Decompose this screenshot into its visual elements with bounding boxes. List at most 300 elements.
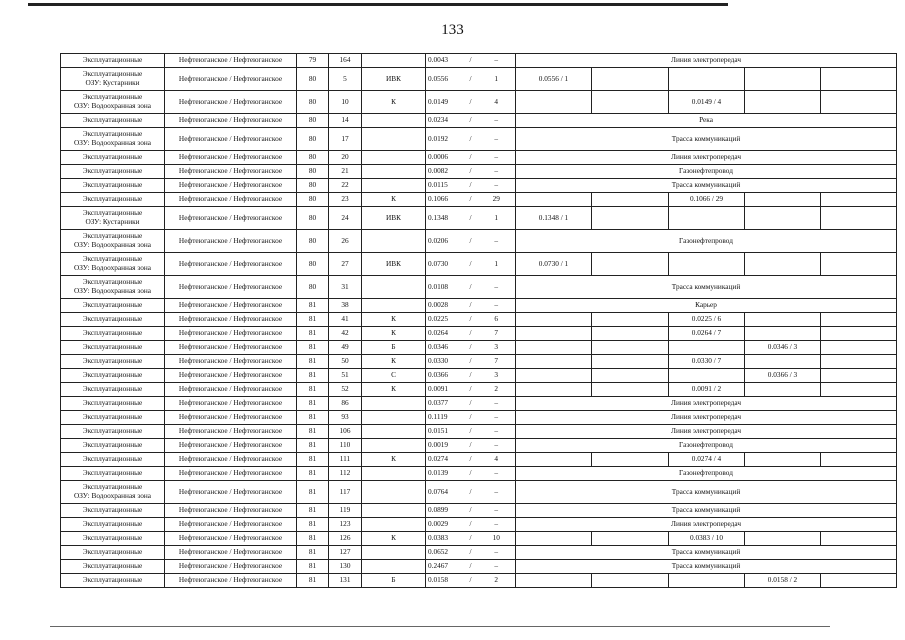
value-col-1 [516,369,592,383]
plot-number: 126 [329,532,362,546]
plot-code: Б [362,574,426,588]
plot-area: 0.0149 [426,91,464,114]
plot-code: К [362,193,426,207]
land-category: Эксплуатационные [82,208,143,218]
plot-count: – [478,230,516,253]
value-col-4 [745,91,821,114]
table-row [61,397,897,411]
plot-count: – [478,54,516,68]
land-category: Эксплуатационные [82,468,143,478]
land-category-cell [61,253,165,276]
block-number: 81 [297,518,329,532]
value-col-4 [745,327,821,341]
object-type: Линия электропередач [516,518,897,532]
plot-count: – [478,518,516,532]
plot-area: 0.0652 [426,546,464,560]
field-name: Нефтеюганское / Нефтеюганское [165,504,297,518]
value-col-5 [821,532,897,546]
land-category-cell [61,397,165,411]
table-row [61,165,897,179]
slash-separator: / [464,253,478,276]
block-number: 81 [297,313,329,327]
land-category: Эксплуатационные [82,314,143,324]
value-col-4 [745,453,821,467]
field-name: Нефтеюганское / Нефтеюганское [165,574,297,588]
plot-number: 31 [329,276,362,299]
value-col-4: 0.0346 / 3 [745,341,821,355]
plot-count: – [478,504,516,518]
land-category: Эксплуатационные [82,533,143,543]
value-col-5 [821,91,897,114]
plot-area: 0.0158 [426,574,464,588]
plot-number: 51 [329,369,362,383]
value-col-1 [516,193,592,207]
plot-number: 22 [329,179,362,193]
plot-code [362,481,426,504]
plot-code [362,165,426,179]
plot-number: 93 [329,411,362,425]
plot-count: – [478,546,516,560]
table-row [61,574,897,588]
plot-number: 10 [329,91,362,114]
field-name: Нефтеюганское / Нефтеюганское [165,425,297,439]
slash-separator: / [464,68,478,91]
value-col-3 [669,207,745,230]
land-category: Эксплуатационные [82,254,143,264]
land-category: Эксплуатационные [82,194,143,204]
special-zone: ОЗУ: Водоохранная зона [73,491,151,500]
plot-code [362,114,426,128]
slash-separator: / [464,532,478,546]
table-row [61,327,897,341]
plot-number: 127 [329,546,362,560]
slash-separator: / [464,425,478,439]
plot-code: Б [362,341,426,355]
plot-count: – [478,179,516,193]
value-col-5 [821,383,897,397]
field-name: Нефтеюганское / Нефтеюганское [165,68,297,91]
land-category-cell [61,560,165,574]
plot-number: 26 [329,230,362,253]
table-row [61,439,897,453]
plot-count: – [478,425,516,439]
table-row [61,151,897,165]
field-name: Нефтеюганское / Нефтеюганское [165,253,297,276]
field-name: Нефтеюганское / Нефтеюганское [165,114,297,128]
land-category-cell [61,114,165,128]
table-row [61,313,897,327]
field-name: Нефтеюганское / Нефтеюганское [165,179,297,193]
land-category-cell [61,481,165,504]
object-type: Трасса коммуникаций [516,481,897,504]
field-name: Нефтеюганское / Нефтеюганское [165,341,297,355]
plot-code [362,230,426,253]
value-col-1: 0.0556 / 1 [516,68,592,91]
value-col-3 [669,369,745,383]
slash-separator: / [464,453,478,467]
land-category-cell [61,383,165,397]
value-col-2 [592,91,669,114]
plot-code [362,128,426,151]
special-zone: ОЗУ: Водоохранная зона [73,263,151,272]
land-category: Эксплуатационные [82,482,143,492]
plot-code: К [362,313,426,327]
land-category-cell [61,91,165,114]
value-col-4 [745,207,821,230]
value-col-2 [592,327,669,341]
plot-area: 0.1348 [426,207,464,230]
table-row [61,341,897,355]
plot-code [362,560,426,574]
object-type: Трасса коммуникаций [516,179,897,193]
special-zone: ОЗУ: Водоохранная зона [73,101,151,110]
field-name: Нефтеюганское / Нефтеюганское [165,276,297,299]
plot-area: 0.0151 [426,425,464,439]
land-category: Эксплуатационные [82,561,143,571]
field-name: Нефтеюганское / Нефтеюганское [165,397,297,411]
value-col-1: 0.0730 / 1 [516,253,592,276]
block-number: 80 [297,151,329,165]
slash-separator: / [464,179,478,193]
plot-number: 17 [329,128,362,151]
land-category-cell [61,230,165,253]
plot-count: – [478,276,516,299]
plot-area: 0.0383 [426,532,464,546]
plot-number: 52 [329,383,362,397]
object-type: Трасса коммуникаций [516,128,897,151]
table-row [61,504,897,518]
land-category-cell [61,355,165,369]
field-name: Нефтеюганское / Нефтеюганское [165,151,297,165]
slash-separator: / [464,299,478,313]
plot-code [362,299,426,313]
land-category-cell [61,151,165,165]
block-number: 79 [297,54,329,68]
slash-separator: / [464,193,478,207]
table-row [61,179,897,193]
special-zone: ОЗУ: Водоохранная зона [73,138,151,147]
plot-count: – [478,128,516,151]
slash-separator: / [464,327,478,341]
value-col-5 [821,193,897,207]
table-row [61,383,897,397]
plot-number: 5 [329,68,362,91]
value-col-2 [592,383,669,397]
table-row [61,355,897,369]
land-category-cell [61,128,165,151]
field-name: Нефтеюганское / Нефтеюганское [165,439,297,453]
slash-separator: / [464,128,478,151]
land-category-cell [61,425,165,439]
value-col-4: 0.0366 / 3 [745,369,821,383]
field-name: Нефтеюганское / Нефтеюганское [165,369,297,383]
block-number: 81 [297,560,329,574]
object-type: Трасса коммуникаций [516,504,897,518]
plot-area: 0.0206 [426,230,464,253]
plot-code [362,411,426,425]
plot-code [362,439,426,453]
value-col-2 [592,193,669,207]
plot-area: 0.2467 [426,560,464,574]
plot-number: 110 [329,439,362,453]
block-number: 80 [297,253,329,276]
land-category-cell [61,411,165,425]
plot-area: 0.0377 [426,397,464,411]
table-row [61,299,897,313]
value-col-2 [592,313,669,327]
plot-number: 24 [329,207,362,230]
value-col-4 [745,313,821,327]
block-number: 81 [297,574,329,588]
object-type: Карьер [516,299,897,313]
value-col-3: 0.0274 / 4 [669,453,745,467]
value-col-3 [669,341,745,355]
land-category-cell [61,453,165,467]
block-number: 80 [297,114,329,128]
plot-count: 10 [478,532,516,546]
plot-count: 2 [478,574,516,588]
plot-count: 3 [478,341,516,355]
value-col-2 [592,453,669,467]
plot-code: К [362,91,426,114]
plot-area: 0.0764 [426,481,464,504]
plot-count: 2 [478,383,516,397]
value-col-4 [745,193,821,207]
slash-separator: / [464,546,478,560]
table-row [61,518,897,532]
slash-separator: / [464,355,478,369]
plot-count: – [478,299,516,313]
plot-number: 23 [329,193,362,207]
field-name: Нефтеюганское / Нефтеюганское [165,383,297,397]
value-col-2 [592,532,669,546]
land-category-cell [61,327,165,341]
land-category: Эксплуатационные [82,398,143,408]
slash-separator: / [464,560,478,574]
plot-area: 0.0139 [426,467,464,481]
land-category: Эксплуатационные [82,384,143,394]
block-number: 81 [297,369,329,383]
special-zone: ОЗУ: Кустарники [85,217,140,226]
land-plot-table [60,53,897,588]
table-row [61,230,897,253]
plot-area: 0.0115 [426,179,464,193]
land-category: Эксплуатационные [82,505,143,515]
slash-separator: / [464,114,478,128]
land-category-cell [61,54,165,68]
plot-code [362,179,426,193]
plot-number: 38 [329,299,362,313]
plot-number: 117 [329,481,362,504]
value-col-1 [516,313,592,327]
plot-code [362,546,426,560]
plot-code: С [362,369,426,383]
value-col-3: 0.0383 / 10 [669,532,745,546]
value-col-4 [745,355,821,369]
land-category: Эксплуатационные [82,342,143,352]
value-col-5 [821,453,897,467]
land-category: Эксплуатационные [82,55,143,65]
plot-count: – [478,411,516,425]
field-name: Нефтеюганское / Нефтеюганское [165,518,297,532]
land-category-cell [61,467,165,481]
plot-area: 0.0028 [426,299,464,313]
special-zone: ОЗУ: Водоохранная зона [73,286,151,295]
plot-code: К [362,453,426,467]
slash-separator: / [464,397,478,411]
plot-area: 0.0006 [426,151,464,165]
land-category-cell [61,207,165,230]
plot-area: 0.0556 [426,68,464,91]
land-category-cell [61,193,165,207]
plot-code: ИВК [362,253,426,276]
slash-separator: / [464,230,478,253]
object-type: Газонефтепровод [516,439,897,453]
block-number: 81 [297,299,329,313]
land-category-cell [61,518,165,532]
block-number: 81 [297,397,329,411]
slash-separator: / [464,439,478,453]
plot-code: К [362,327,426,341]
plot-area: 0.0899 [426,504,464,518]
object-type: Газонефтепровод [516,467,897,481]
plot-code [362,518,426,532]
field-name: Нефтеюганское / Нефтеюганское [165,327,297,341]
block-number: 80 [297,193,329,207]
field-name: Нефтеюганское / Нефтеюганское [165,165,297,179]
land-category: Эксплуатационные [82,277,143,287]
table-row [61,467,897,481]
block-number: 80 [297,230,329,253]
slash-separator: / [464,467,478,481]
field-name: Нефтеюганское / Нефтеюганское [165,193,297,207]
object-type: Линия электропередач [516,425,897,439]
field-name: Нефтеюганское / Нефтеюганское [165,546,297,560]
plot-count: – [478,560,516,574]
plot-count: – [478,151,516,165]
land-category: Эксплуатационные [82,166,143,176]
block-number: 80 [297,128,329,151]
table-row [61,369,897,383]
value-col-3: 0.0330 / 7 [669,355,745,369]
land-category: Эксплуатационные [82,328,143,338]
land-category: Эксплуатационные [82,454,143,464]
value-col-3 [669,68,745,91]
special-zone: ОЗУ: Кустарники [85,78,140,87]
table-row [61,253,897,276]
table-row [61,114,897,128]
land-category: Эксплуатационные [82,69,143,79]
table-row [61,68,897,91]
value-col-3: 0.0225 / 6 [669,313,745,327]
value-col-1 [516,383,592,397]
table-row [61,207,897,230]
plot-code: ИВК [362,207,426,230]
plot-area: 0.1119 [426,411,464,425]
block-number: 81 [297,327,329,341]
table-row [61,276,897,299]
field-name: Нефтеюганское / Нефтеюганское [165,313,297,327]
plot-number: 21 [329,165,362,179]
land-category-cell [61,439,165,453]
land-category: Эксплуатационные [82,180,143,190]
field-name: Нефтеюганское / Нефтеюганское [165,453,297,467]
block-number: 80 [297,276,329,299]
land-category: Эксплуатационные [82,129,143,139]
value-col-1: 0.1348 / 1 [516,207,592,230]
plot-code: К [362,355,426,369]
plot-number: 42 [329,327,362,341]
plot-number: 119 [329,504,362,518]
table-row [61,193,897,207]
plot-code [362,467,426,481]
land-category-cell [61,574,165,588]
plot-number: 164 [329,54,362,68]
value-col-2 [592,574,669,588]
land-category: Эксплуатационные [82,412,143,422]
slash-separator: / [464,504,478,518]
plot-area: 0.0346 [426,341,464,355]
block-number: 81 [297,425,329,439]
value-col-5 [821,313,897,327]
field-name: Нефтеюганское / Нефтеюганское [165,467,297,481]
value-col-4 [745,532,821,546]
plot-code: К [362,383,426,397]
plot-count: – [478,481,516,504]
field-name: Нефтеюганское / Нефтеюганское [165,91,297,114]
land-category-cell [61,276,165,299]
plot-count: 3 [478,369,516,383]
land-category-cell [61,179,165,193]
value-col-5 [821,253,897,276]
value-col-2 [592,369,669,383]
plot-code: К [362,532,426,546]
land-category: Эксплуатационные [82,115,143,125]
land-category: Эксплуатационные [82,92,143,102]
value-col-5 [821,327,897,341]
land-category-cell [61,313,165,327]
plot-area: 0.0043 [426,54,464,68]
object-type: Трасса коммуникаций [516,276,897,299]
field-name: Нефтеюганское / Нефтеюганское [165,207,297,230]
object-type: Газонефтепровод [516,165,897,179]
block-number: 81 [297,481,329,504]
value-col-1 [516,327,592,341]
field-name: Нефтеюганское / Нефтеюганское [165,230,297,253]
plot-number: 130 [329,560,362,574]
field-name: Нефтеюганское / Нефтеюганское [165,128,297,151]
slash-separator: / [464,165,478,179]
land-category-cell [61,68,165,91]
land-category: Эксплуатационные [82,356,143,366]
value-col-1 [516,91,592,114]
land-category: Эксплуатационные [82,370,143,380]
value-col-3: 0.0149 / 4 [669,91,745,114]
value-col-2 [592,68,669,91]
field-name: Нефтеюганское / Нефтеюганское [165,481,297,504]
field-name: Нефтеюганское / Нефтеюганское [165,411,297,425]
land-category-cell [61,299,165,313]
value-col-2 [592,341,669,355]
land-category-cell [61,369,165,383]
field-name: Нефтеюганское / Нефтеюганское [165,54,297,68]
plot-count: – [478,467,516,481]
block-number: 80 [297,68,329,91]
value-col-2 [592,253,669,276]
plot-count: 7 [478,355,516,369]
plot-area: 0.0225 [426,313,464,327]
plot-count: 4 [478,453,516,467]
